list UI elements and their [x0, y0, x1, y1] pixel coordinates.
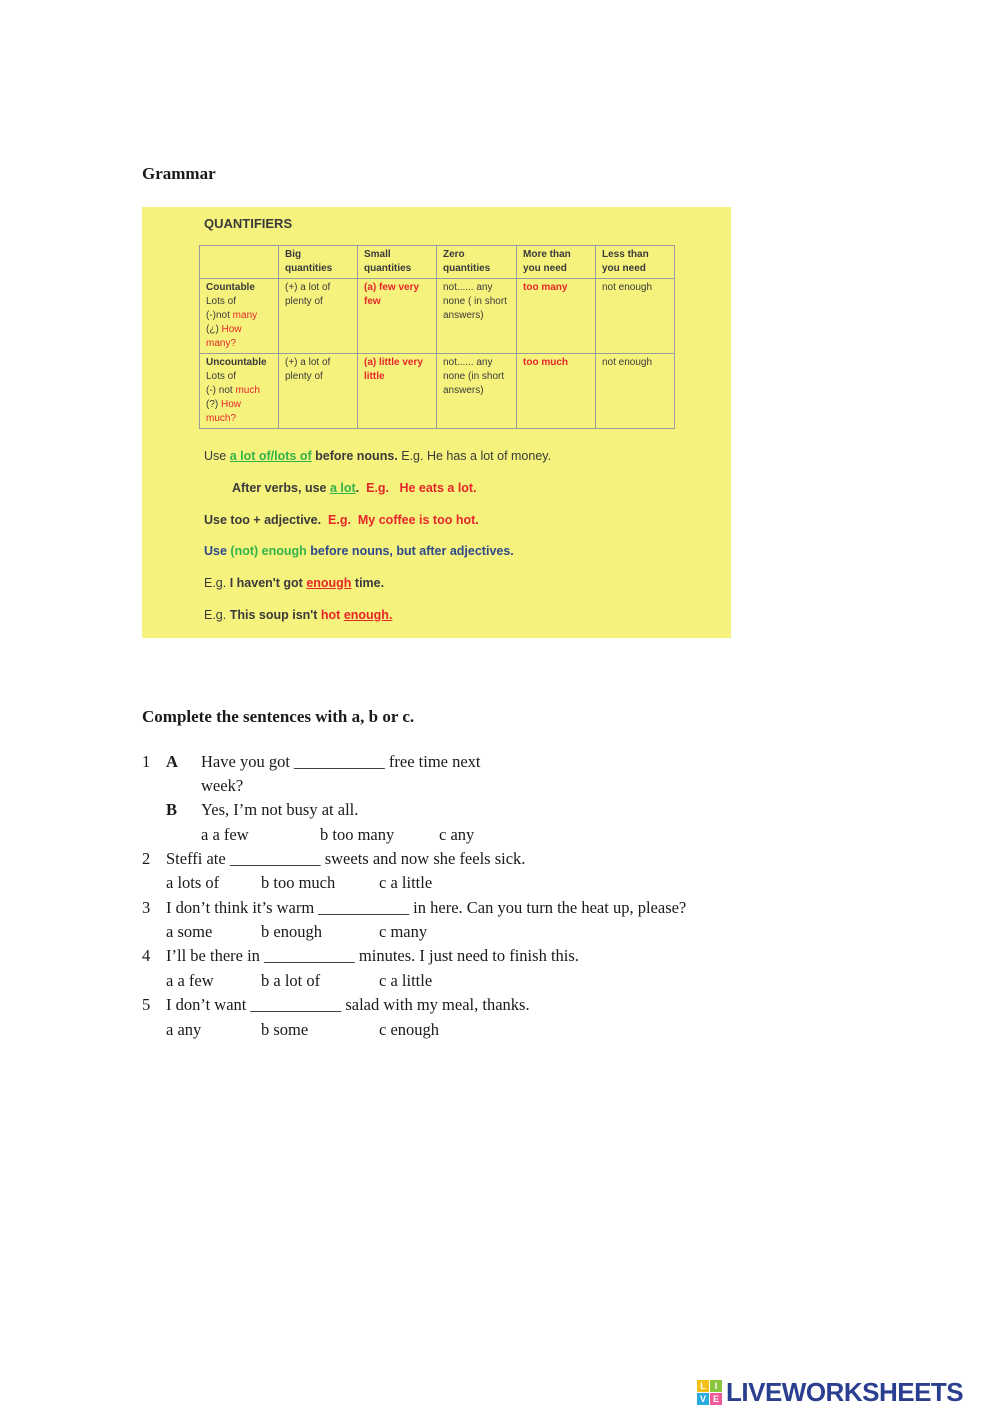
header-cell: Small quantities [358, 246, 437, 279]
question-text: Steffi ate ___________ sweets and now she feels sick. [166, 849, 526, 868]
table-cell: not enough [596, 279, 675, 354]
grammar-heading: Grammar [142, 164, 216, 183]
row-label: Countable [206, 282, 255, 293]
header-cell: Less than you need [596, 246, 675, 279]
question-number: 2 [142, 849, 151, 868]
table-cell: (a) little very little [358, 354, 437, 429]
header-cell: More than you need [517, 246, 596, 279]
quantifiers-table [199, 245, 675, 429]
table-cell: (a) few very few [358, 279, 437, 354]
option-c[interactable]: c a little [379, 873, 433, 892]
negative-form: (-) not much [206, 385, 260, 396]
speaker-label: A [166, 752, 178, 771]
question-form: (?) How much? [206, 399, 242, 424]
question-number: 1 [142, 752, 151, 771]
option-c[interactable]: c a little [379, 971, 433, 990]
negative-form: (-)not many [206, 310, 258, 321]
table-cell: (+) a lot of plenty of [279, 354, 358, 429]
table-cell: too much [517, 354, 596, 429]
table-cell: not...... any none (in short answers) [437, 354, 517, 429]
option-c[interactable]: c many [379, 922, 428, 941]
chart-title: QUANTIFIERS [204, 216, 293, 231]
question-text: I don’t think it’s warm ___________ in here. Can you turn the heat up, please? [166, 898, 687, 917]
option-b[interactable]: b too much [261, 873, 336, 892]
quantifiers-chart [142, 207, 731, 638]
option-a[interactable]: a any [166, 1020, 202, 1039]
option-a[interactable]: a some [166, 922, 213, 941]
question-number: 4 [142, 946, 151, 965]
question-text: I don’t want ___________ salad with my meal, thanks. [166, 995, 530, 1014]
rule-too-adjective: Use too + adjective. E.g. My coffee is too hot. [204, 513, 479, 527]
row-label-cell [200, 354, 279, 429]
example-enough-time: E.g. I haven't got enough time. [204, 576, 385, 590]
exercise-heading: Complete the sentences with a, b or c. [142, 707, 415, 726]
option-a[interactable]: a a few [201, 825, 249, 844]
table-cell: too many [517, 279, 596, 354]
rule-a-lot-of: Use a lot of/lots of before nouns. E.g. He has a lot of money. [204, 449, 552, 463]
header-cell: Zero quantities [437, 246, 517, 279]
option-b[interactable]: b too many [320, 825, 395, 844]
speaker-label: B [166, 800, 178, 819]
example-hot-enough: E.g. This soup isn't hot enough. [204, 608, 393, 622]
rule-after-verbs: After verbs, use a lot. E.g. He eats a lot. [232, 481, 477, 495]
row-label: Uncountable [206, 357, 267, 368]
option-b[interactable]: b some [261, 1020, 309, 1039]
option-a[interactable]: a lots of [166, 873, 220, 892]
option-c[interactable]: c enough [379, 1020, 440, 1039]
table-row-countable [200, 279, 675, 354]
question-number: 3 [142, 898, 151, 917]
question-text: week? [201, 776, 244, 795]
logo-text: LIVEWORKSHEETS [726, 1377, 964, 1407]
option-b[interactable]: b a lot of [261, 971, 321, 990]
lots-of: Lots of [206, 371, 237, 382]
question-form: (¿) How many? [206, 324, 242, 349]
table-cell: (+) a lot of plenty of [279, 279, 358, 354]
header-cell [200, 246, 279, 279]
lots-of: Lots of [206, 296, 237, 307]
liveworksheets-logo[interactable] [697, 1377, 963, 1408]
table-row-uncountable [200, 354, 675, 429]
question-text: Have you got ___________ free time next [201, 752, 481, 771]
rule-not-enough: Use (not) enough before nouns, but after adjectives. [204, 544, 514, 558]
header-cell: Big quantities [279, 246, 358, 279]
question-text: Yes, I’m not busy at all. [201, 800, 359, 819]
table-header-row [200, 246, 675, 279]
row-label-cell [200, 279, 279, 354]
table-cell: not...... any none ( in short answers) [437, 279, 517, 354]
option-a[interactable]: a a few [166, 971, 214, 990]
option-c[interactable]: c any [439, 825, 475, 844]
option-b[interactable]: b enough [261, 922, 322, 941]
table-cell: not enough [596, 354, 675, 429]
question-text: I’ll be there in ___________ minutes. I just need to finish this. [166, 946, 579, 965]
logo-badge-icon: L I V E [697, 1380, 722, 1405]
question-number: 5 [142, 995, 151, 1014]
